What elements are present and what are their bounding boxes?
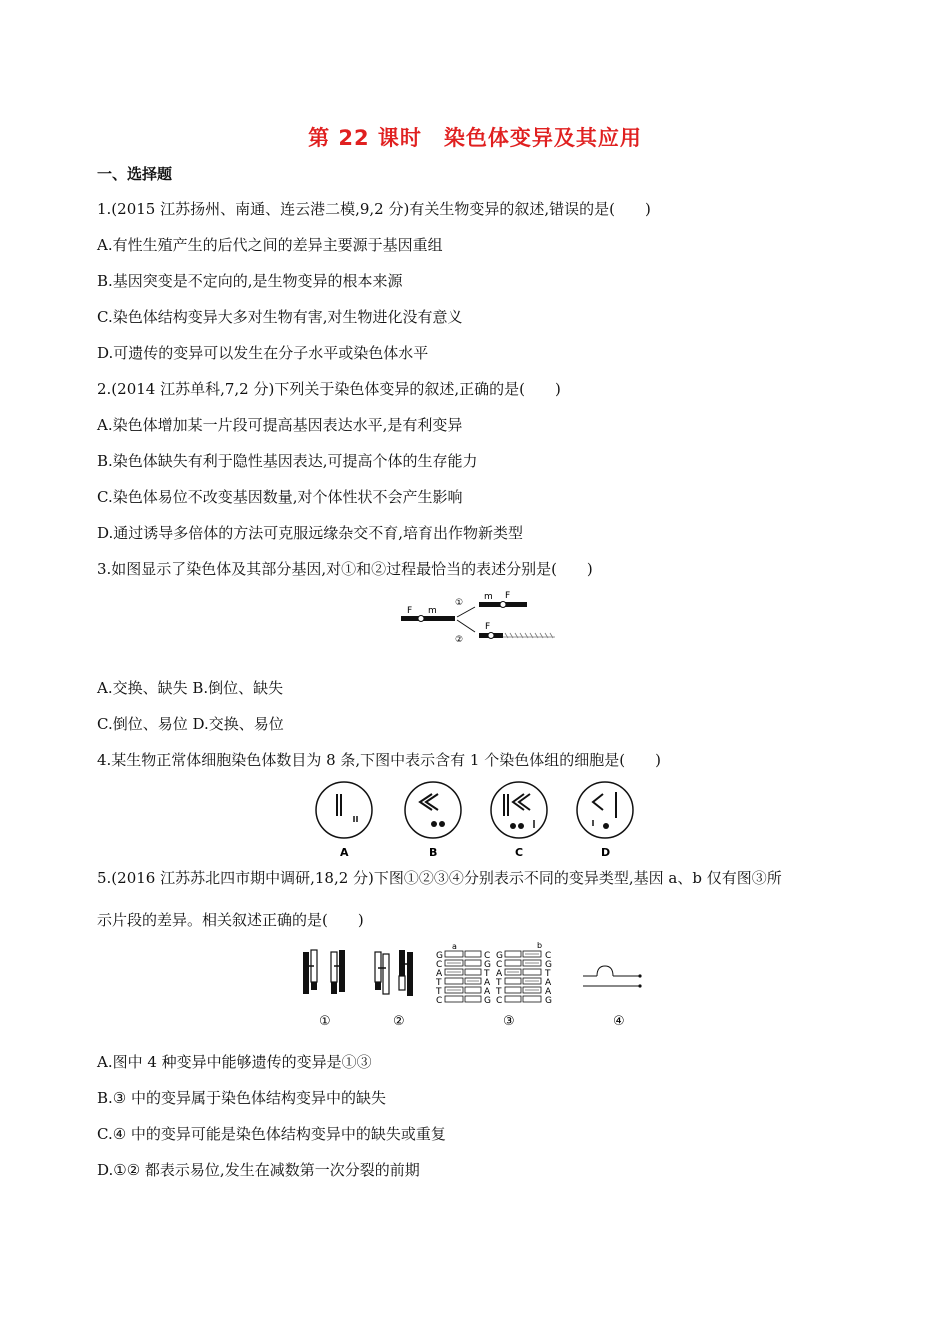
q5-seq-n4: T [496,987,502,997]
q1-option-d: D.可遗传的变异可以发生在分子水平或染色体水平 [97,344,429,362]
q3-centromere-2 [488,633,494,639]
title-topic: 染色体变异及其应用 [443,126,642,150]
q5-gene-b: b [537,941,543,950]
q5-seq-m5: G [484,996,491,1006]
q5-seq-m2: T [484,969,490,979]
q4-cell-b [405,782,461,859]
title-lesson: 第 22 课时 [308,126,422,150]
q5-gene-a: a [452,942,457,951]
q5-option-c: C.④ 中的变异可能是染色体结构变异中的缺失或重复 [97,1125,446,1143]
q4-label-c: C [515,846,524,859]
page-title [0,122,950,152]
q2-option-c: C.染色体易位不改变基因数量,对个体性状不会产生影响 [97,488,463,506]
q3-hatched-segment [503,633,555,638]
q3-options-cd: C.倒位、易位 D.交换、易位 [97,715,284,733]
q5-seq-m0: C [484,951,491,961]
q3-chromosome-figure [395,590,565,646]
q2-option-a: A.染色体增加某一片段可提高基因表达水平,是有利变异 [97,416,463,434]
q3-label-f: F [407,606,413,616]
q5-panel-2 [375,950,413,1029]
q3-options-ab: A.交换、缺失 B.倒位、缺失 [97,679,284,697]
q1-option-c: C.染色体结构变异大多对生物有害,对生物进化没有意义 [97,308,463,326]
q4-cells-figure [312,780,642,860]
q5-panel-3 [435,941,552,1029]
q5-seq-n1: C [496,960,503,970]
q5-label-2: ② [393,1014,405,1029]
q5-option-b: B.③ 中的变异属于染色体结构变异中的缺失 [97,1089,387,1107]
q4-label-b: B [429,846,438,859]
q3-result1-f: F [505,591,511,601]
q3-original-chromosome [401,616,455,621]
q5-stem-line2: 示片段的差异。相关叙述正确的是( ) [97,911,364,929]
q5-seq-l5: C [436,996,443,1006]
q5-variation-figure [295,940,655,1030]
q5-seq-l3: T [436,978,442,988]
q4-cell-a [316,782,372,859]
q4-cell-c [491,782,547,859]
q1-option-a: A.有性生殖产生的后代之间的差异主要源于基因重组 [97,236,443,254]
q5-seq-r3: A [545,978,552,988]
q5-seq-m4: A [484,987,491,997]
q5-option-a: A.图中 4 种变异中能够遗传的变异是①③ [97,1053,372,1071]
q5-seq-m1: G [484,960,491,970]
q5-seq-l1: C [436,960,443,970]
q5-option-d: D.①② 都表示易位,发生在减数第一次分裂的前期 [97,1161,420,1179]
q5-panel-4 [583,966,642,1029]
q4-label-a: A [340,846,349,859]
q4-label-d: D [601,846,611,859]
q5-label-1: ① [319,1014,331,1029]
q5-seq-n2: A [496,969,503,979]
q5-seq-l0: G [436,951,443,961]
q3-label-m: m [428,606,437,616]
q3-arrow-1 [457,607,475,617]
q1-stem: 1.(2015 江苏扬州、南通、连云港二模,9,2 分)有关生物变异的叙述,错误的是( ) [97,200,651,218]
q5-panel-1 [303,950,345,1029]
q5-seq-r1: G [545,960,552,970]
q2-stem: 2.(2014 江苏单科,7,2 分)下列关于染色体变异的叙述,正确的是( ) [97,380,561,398]
q5-stem-line1: 5.(2016 江苏苏北四市期中调研,18,2 分)下图①②③④分别表示不同的变异类型,基因 a、b 仅有图③所 [97,869,782,887]
q3-step-2: ② [455,635,464,645]
q5-seq-n5: C [496,996,503,1006]
q5-seq-r4: A [545,987,552,997]
q5-label-3: ③ [503,1014,515,1029]
q4-cell-d [577,782,633,859]
q5-seq-n0: G [496,951,503,961]
q3-centromere [418,616,424,622]
q5-seq-l4: T [436,987,442,997]
q5-seq-r0: C [545,951,552,961]
q3-stem: 3.如图显示了染色体及其部分基因,对①和②过程最恰当的表述分别是( ) [97,560,593,578]
q3-result1-m: m [484,592,493,602]
q1-option-b: B.基因突变是不定向的,是生物变异的根本来源 [97,272,403,290]
q3-centromere-1 [500,602,506,608]
q5-seq-r2: T [545,969,551,979]
q2-option-b: B.染色体缺失有利于隐性基因表达,可提高个体的生存能力 [97,452,478,470]
q2-option-d: D.通过诱导多倍体的方法可克服远缘杂交不育,培育出作物新类型 [97,524,524,542]
q4-stem: 4.某生物正常体细胞染色体数目为 8 条,下图中表示含有 1 个染色体组的细胞是( ) [97,751,661,769]
q5-seq-n3: T [496,978,502,988]
q3-arrow-2 [457,620,475,632]
q3-result2-f: F [485,622,491,632]
q5-seq-r5: G [545,996,552,1006]
q5-label-4: ④ [613,1014,625,1029]
q3-step-1: ① [455,598,464,608]
section-heading: 一、选择题 [97,165,173,183]
q5-seq-l2: A [436,969,443,979]
q5-seq-m3: A [484,978,491,988]
